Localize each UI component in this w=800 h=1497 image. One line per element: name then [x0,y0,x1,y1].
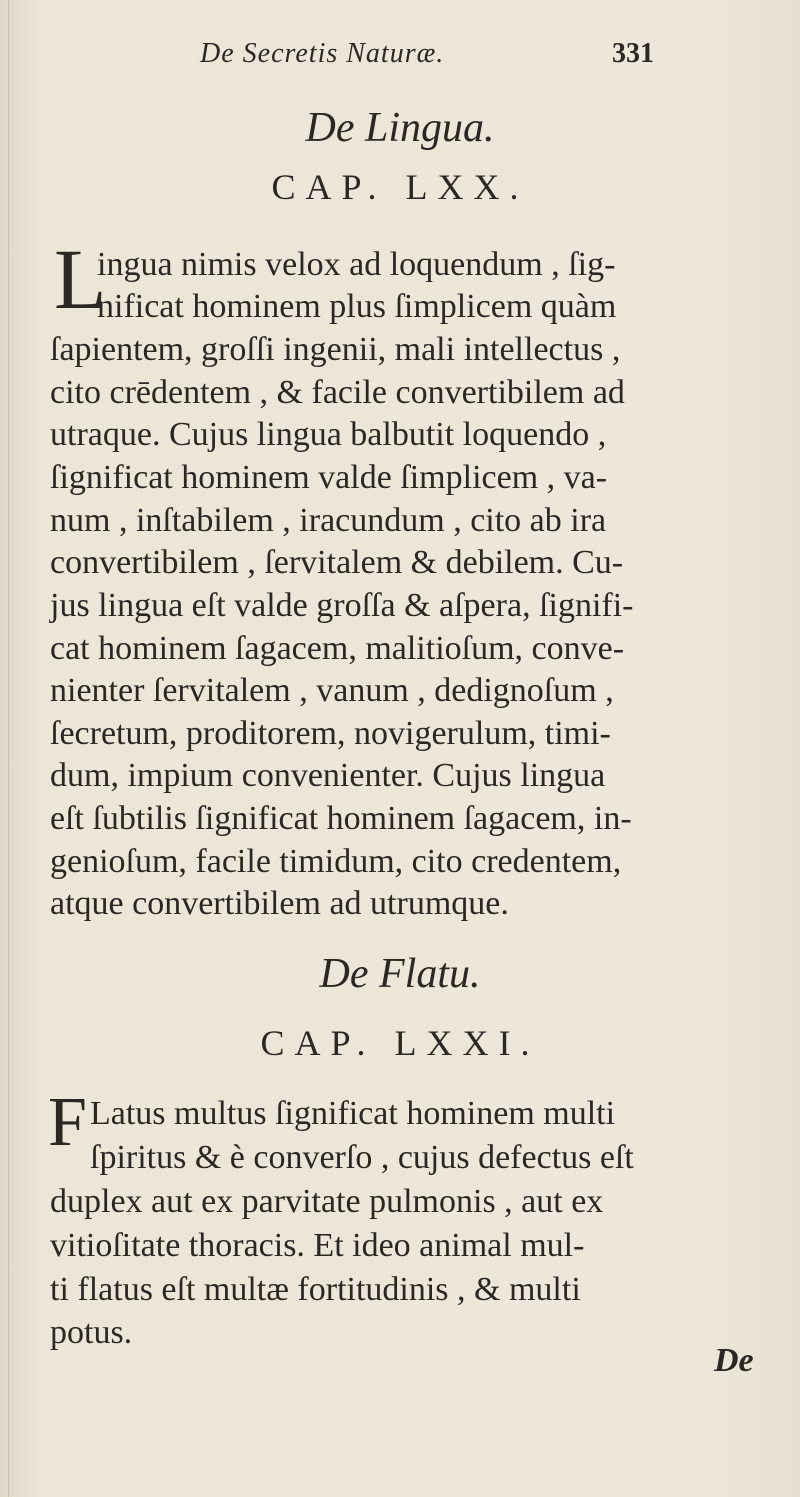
section-title-flatu: De Flatu. [319,951,481,997]
running-title: De Secretis Naturæ. [200,38,445,69]
page-gutter [8,0,9,1497]
text-line: cat hominem ſagacem, malitioſum, conve- [50,630,625,667]
text-line: convertibilem , ſervitalem & debilem. Cu- [50,544,624,581]
text-line: nificat hominem plus ſimplicem quàm [97,288,617,325]
text-line: nienter ſervitalem , vanum , dedignoſum , [50,672,614,709]
text-line: eſt ſubtilis ſignificat hominem ſagacem, in- [50,800,632,837]
text-line: atque convertibilem ad utrumque. [50,885,509,922]
section-title-lingua: De Lingua. [305,105,495,151]
text-line: vitioſitate thoracis. Et ideo animal mul- [50,1227,585,1264]
chapter-number-lxx: CAP. LXX. [271,167,529,207]
text-line: jus lingua eſt valde groſſa & aſpera, ſignifi- [50,587,634,624]
text-line: Latus multus ſignificat hominem multi [90,1095,616,1132]
catchword: De [714,1342,754,1379]
text-line: duplex aut ex parvitate pulmonis , aut ex [50,1183,604,1220]
text-line: dum, impium convenienter. Cujus lingua [50,757,606,794]
text-line: num , inſtabilem , iracundum , cito ab ira [50,502,607,539]
chapter-number-lxxi: CAP. LXXI. [260,1023,540,1063]
text-line: cito crēdentem , & facile convertibilem ad [50,374,625,411]
text-line: ſignificat hominem valde ſimplicem , va- [50,459,608,496]
drop-cap-l: L [54,231,107,327]
text-line: ti flatus eſt multæ fortitudinis , & multi [50,1271,581,1308]
text-line: utraque. Cujus lingua balbutit loquendo , [50,416,607,453]
text-line: ſecretum, proditorem, novigerulum, timi- [50,715,611,752]
running-header [0,34,800,84]
text-line: genioſum, facile timidum, cito credentem, [50,843,622,880]
text-line: ſpiritus & è converſo , cujus defectus eſt [90,1139,634,1176]
text-line: ingua nimis velox ad loquendum , ſig- [97,246,616,283]
page-number: 331 [612,38,654,69]
drop-cap-f: F [48,1084,87,1161]
text-line: potus. [50,1314,133,1351]
text-line: ſapientem, groſſi ingenii, mali intellectus , [50,331,621,368]
